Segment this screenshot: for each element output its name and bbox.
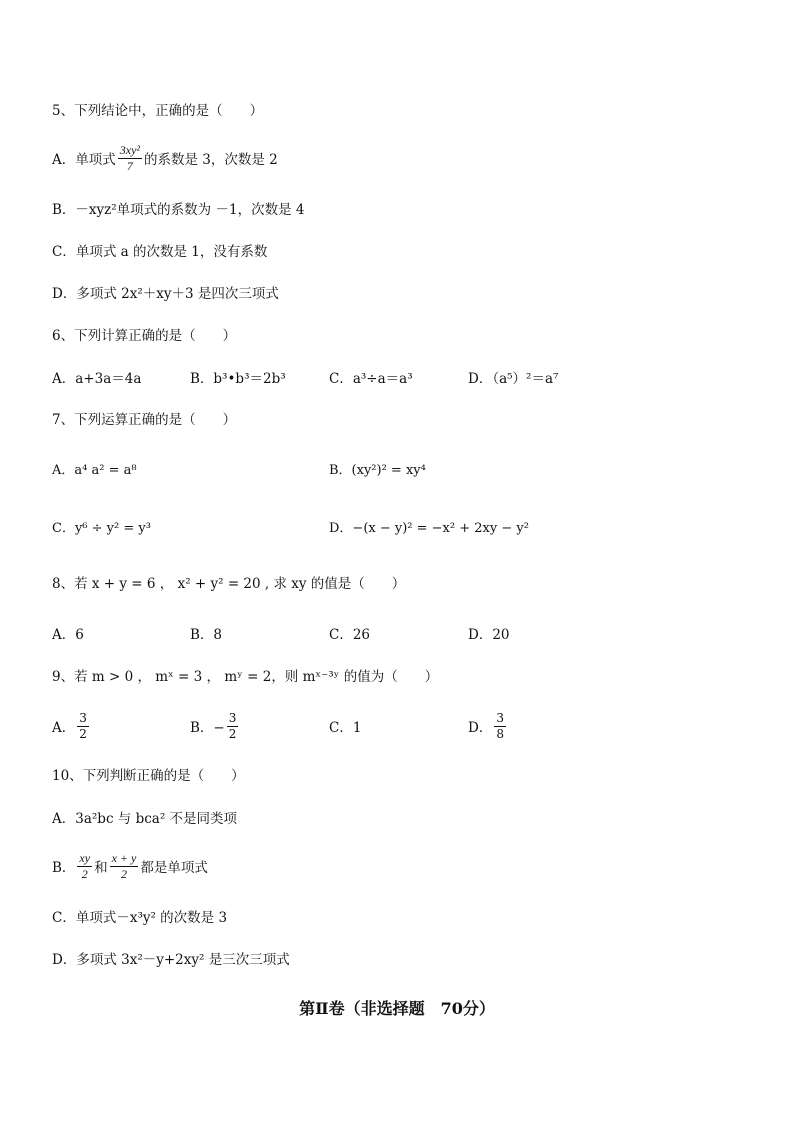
q6-option-b: B．b³•b³＝2b³ (190, 371, 286, 387)
q10-option-b: B． $\frac{xy}{2}$ 和 $\frac{x + y}{2}$ 都是单项式 (52, 850, 208, 881)
q5-option-c: C．单项式 a 的次数是 1，没有系数 (52, 244, 268, 260)
q6-option-a: A．a+3a＝4a (52, 371, 142, 387)
q5-option-a: A．单项式 $\frac{\text{3xy²}}{7}$ 的系数是 3，次数是 2 (52, 142, 278, 173)
q7-stem: 7、下列运算正确的是（ ） (52, 412, 237, 428)
q5-stem: 5、下列结论中，正确的是（ ） (52, 103, 264, 119)
q8-stem: 8、若 x + y = 6 ， x² + y² = 20 , 求 xy 的值是（ ） (52, 576, 406, 592)
q7-option-b: B．(xy²)² = xy⁴ (329, 462, 426, 478)
q7-options-row1 (52, 457, 612, 479)
q10-option-d: D．多项式 3x²－y+2xy² 是三次三项式 (52, 952, 290, 968)
q5-option-d: D．多项式 2x²＋xy＋3 是四次三项式 (52, 286, 279, 302)
q8-option-a: A．6 (52, 627, 84, 643)
q7-option-a: A．a⁴ a² = a⁸ (52, 462, 137, 478)
q6-options (52, 366, 572, 388)
q9-option-d: D． $\frac{3}{8}$ (468, 710, 504, 741)
q5-option-b: B．－xyz²单项式的系数为 －1，次数是 4 (52, 202, 305, 218)
q9-option-b: B．− $\frac{3}{2}$ (190, 710, 237, 741)
q8-option-b: B．8 (190, 627, 223, 643)
q10-option-c: C．单项式－x³y² 的次数是 3 (52, 910, 228, 926)
q8-option-c: C．26 (329, 627, 371, 643)
q5-a-fraction: $\frac{\text{3xy²}}{7}$ (119, 142, 140, 173)
q7-option-c: C．y⁶ ÷ y² = y³ (52, 520, 151, 536)
q8-options (52, 622, 572, 644)
q7-option-d: D．−(x − y)² = −x² + 2xy − y² (329, 520, 529, 536)
q10-option-a: A．3a²bc 与 bca² 不是同类项 (52, 811, 238, 827)
section-title: 第Ⅱ卷（非选择题 70分） (299, 999, 495, 1018)
q8-option-d: D．20 (468, 627, 510, 643)
q9-option-c: C．1 (329, 720, 362, 736)
q6-option-d: D．（a⁵）²＝a⁷ (468, 371, 559, 387)
q10-stem: 10、下列判断正确的是（ ） (52, 768, 245, 784)
q6-stem: 6、下列计算正确的是（ ） (52, 328, 237, 344)
q9-option-a: A． $\frac{3}{2}$ (52, 710, 87, 741)
q6-option-c: C．a³÷a＝a³ (329, 371, 413, 387)
q7-options-row2 (52, 515, 612, 537)
q9-stem: 9、若 m > 0 ， mˣ = 3 ， mʸ = 2，则 mˣ⁻³ʸ 的值为（ ） (52, 669, 439, 685)
